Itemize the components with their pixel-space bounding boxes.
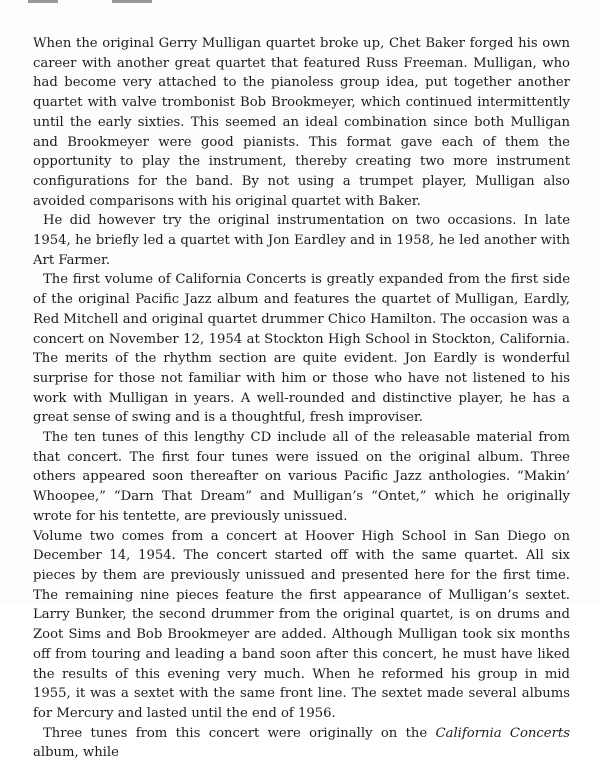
paragraph-volume-two: Volume two comes from a concert at Hoover High School in San Diego on December 14, 1954. The concert started off with the same quartet. All six pieces by them are previously unissued and presented here for the first time. The remaining nine pieces feature the first appearance of Mulligan’s sextet. Larry Bunker, the second drummer from the original quartet, is on drums and Zoot Sims and Bob Brookmeyer are added. Although Mulligan took six months off from touring and leading a band soon after this concert, he must have liked the results of this evening very much. When he reformed his group in mid 1955, it was a sextet with the same front line. The sextet made several albums for Mercury and lasted until the end of 1956. xyxy=(33,528,570,721)
top-edge-mark xyxy=(28,0,58,3)
paragraph-volume-one: The first volume of California Concerts is greatly expanded from the first side of the original Pacific Jazz album and features the quartet of Mulligan, Eardly, Red Mitchell and original quartet drummer Chico Hamilton. The occasion was a concert on November 12, 1954 at Stockton High School in Stockton, California. The merits of the rhythm section are quite evident. Jon Eardly is wonderful surprise for those not familiar with him or those who have not listened to his work with Mulligan in years. A well-rounded and distinctive player, he has a great sense of swing and is a thoughtful, fresh improviser. xyxy=(33,272,570,426)
paragraph-split-of-quartet: When the original Gerry Mulligan quartet broke up, Chet Baker forged his own career with another great quartet that featured Russ Freeman. Mulligan, who had become very attached to the pianoless group idea, put together another quartet with valve trombonist Bob Brookmeyer, which continued intermittently until the early sixties. This seemed an ideal combination since both Mulligan and Brookmeyer were good pianists. This format gave each of them the opportunity to play the instrument, thereby creating two more instrument configurations for the band. By not using a trumpet player, Mulligan also avoided comparisons with his original quartet with Baker. xyxy=(33,36,570,209)
paragraph-three-tunes-start: Three tunes from this concert were originally on the xyxy=(43,725,436,741)
paragraph-ten-tunes: The ten tunes of this lengthy CD include all of the releasable material from that concert. The first four tunes were issued on the original album. Three others appeared soon thereafter on various Pacific Jazz anthologies. “Makin’ Whoopee,” “Darn That Dream” and Mulligan’s “Ontet,” which he originally wrote for his tentette, are previously unissued. xyxy=(33,430,570,524)
paragraph-original-instrumentation: He did however try the original instrumentation on two occasions. In late 1954, he briefly led a quartet with Jon Eardley and in 1958, he led another with Art Farmer. xyxy=(33,213,570,268)
album-title: California Concerts xyxy=(435,725,570,741)
paragraph-three-tunes-end: album, while xyxy=(33,745,119,761)
liner-notes-text xyxy=(33,34,570,763)
paragraph-three-tunes xyxy=(33,724,570,763)
top-edge-mark xyxy=(112,0,152,3)
